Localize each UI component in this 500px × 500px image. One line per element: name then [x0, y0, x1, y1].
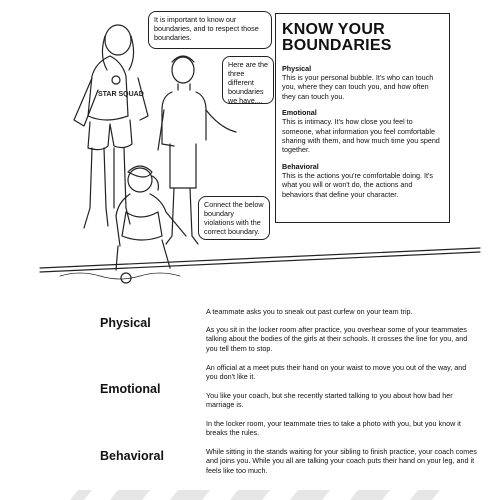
section-desc: This is intimacy. It's how close you feel to someone, what information you feel comfortable sharing with them, and how much time you spend together. [282, 117, 440, 155]
scenario-item: While sitting in the stands waiting for your sibling to finish practice, your coach comes and joins you. While you all are talking your coach puts their hand on your leg, and it feels like too much. [206, 447, 477, 475]
footer-stripes [0, 490, 500, 500]
section-behavioral [282, 162, 443, 199]
section-desc: This is the actions you're comfortable doing. It's what you will or won't do, the actions and behaviors that define your character. [282, 170, 433, 199]
scenario-item: A teammate asks you to sneak out past curfew on your team trip. [206, 307, 413, 316]
section-name: Emotional [282, 108, 317, 118]
section-desc: This is your personal bubble. It's who can touch you, where they can touch you, and how often they can touch you. [282, 73, 434, 101]
speech-bubble-text: Connect the below boundary violations with the correct boundary. [204, 200, 264, 236]
category-behavioral: Behavioral [100, 449, 164, 463]
speech-bubble-respect [148, 11, 272, 49]
speech-bubble-instructions [198, 196, 270, 240]
category-emotional: Emotional [100, 382, 161, 396]
scenario-item: You like your coach, but she recently started talking to you about how bad her marriage is. [206, 391, 453, 410]
speech-bubble-three-boundaries [222, 56, 274, 104]
scenario-item: As you sit in the locker room after practice, you overhear some of your teammates talking about the bodies of the girls at their schools. It crosses the line for you, and you tell them to stop. [206, 325, 468, 353]
section-name: Physical [282, 64, 312, 73]
infobox-title: KNOW YOUR BOUNDARIES [282, 21, 392, 54]
shirt-text: STAR SQUAD [98, 91, 144, 98]
know-your-boundaries-box [275, 13, 450, 223]
speech-bubble-text: Here are the three different boundaries we have.... [228, 60, 268, 105]
scenario-item: In the locker room, your teammate tries to take a photo with you, but you know it breaks the rules. [206, 419, 461, 438]
speech-bubble-text: It is important to know our boundaries, and to respect those boundaries. [154, 15, 259, 42]
section-physical [282, 64, 443, 101]
category-physical: Physical [100, 316, 151, 330]
section-name: Behavioral [282, 161, 319, 171]
section-emotional [282, 108, 443, 155]
scenario-item: An official at a meet puts their hand on your waist to move you out of the way, and you don't like it. [206, 363, 467, 382]
